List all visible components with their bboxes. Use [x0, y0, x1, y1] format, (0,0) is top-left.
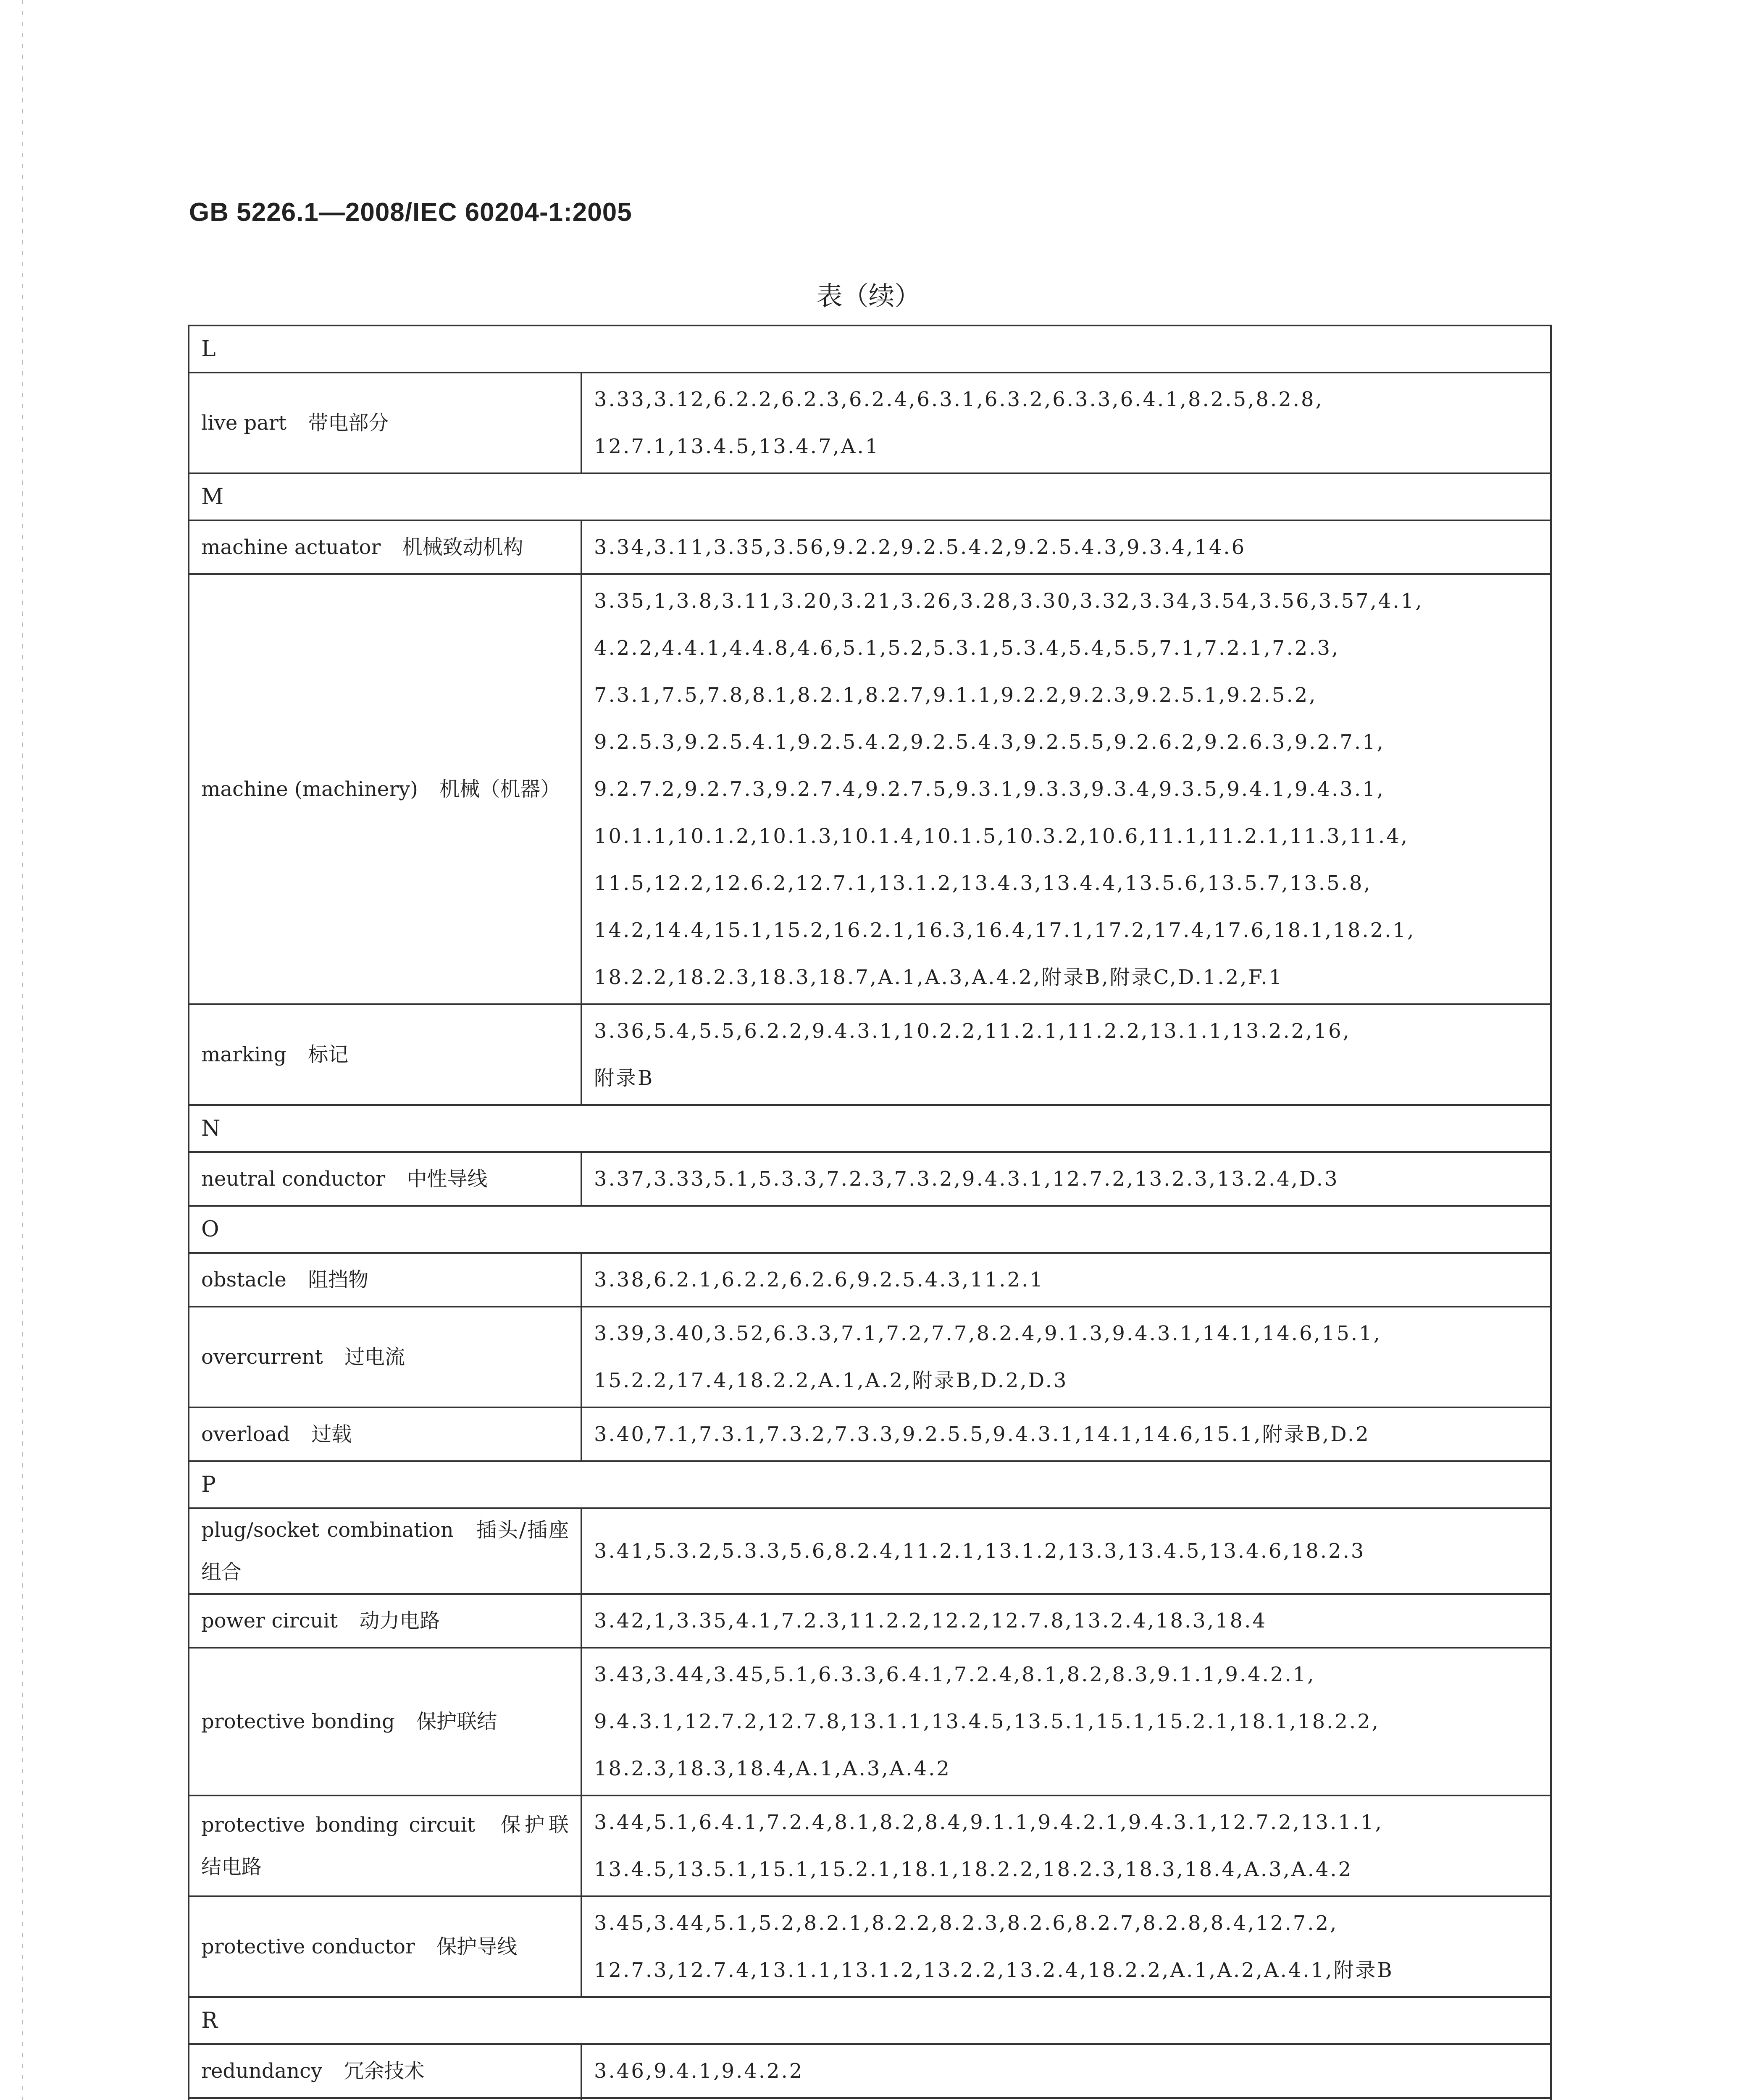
term-cell [189, 1253, 581, 1307]
clause-references [581, 1796, 1551, 1896]
term-cell [189, 1004, 581, 1105]
term-english: obstacle [201, 1268, 286, 1292]
reference-line: 3.38,6.2.1,6.2.2,6.2.6,9.2.5.4.3,11.2.1 [594, 1268, 1044, 1292]
term-chinese: 过载 [311, 1423, 352, 1446]
letter-heading-row [189, 473, 1551, 520]
letter-heading: M [189, 473, 1551, 520]
term-chinese: 动力电路 [359, 1609, 440, 1633]
reference-line: 3.43,3.44,3.45,5.1,6.3.3,6.4.1,7.2.4,8.1,8.2,8.3,9.1.1,9.4.2.1, [594, 1663, 1316, 1686]
reference-line: 15.2.2,17.4,18.2.2,A.1,A.2,附录B,D.2,D.3 [594, 1369, 1068, 1392]
term-chinese: 带电部分 [308, 411, 389, 435]
term-english: live part [201, 411, 287, 435]
index-table-body [189, 326, 1551, 2100]
term-chinese: 机械致动机构 [402, 536, 523, 559]
index-entry-row [189, 373, 1551, 473]
term-english: marking [201, 1043, 287, 1066]
clause-references [581, 2098, 1551, 2100]
clause-references [581, 520, 1551, 574]
standard-header: GB 5226.1—2008/IEC 60204-1:2005 [189, 198, 632, 227]
reference-line: 9.2.5.3,9.2.5.4.1,9.2.5.4.2,9.2.5.4.3,9.2.5.5,9.2.6.2,9.2.6.3,9.2.7.1, [594, 730, 1385, 754]
letter-heading-row [189, 1105, 1551, 1152]
index-entry-row [189, 1508, 1551, 1594]
term-chinese: 保护导线 [436, 1935, 518, 1958]
table-caption: 表（续） [816, 281, 921, 311]
term-cell [189, 1152, 581, 1206]
reference-line: 3.39,3.40,3.52,6.3.3,7.1,7.2,7.7,8.2.4,9.1.3,9.4.3.1,14.1,14.6,15.1, [594, 1322, 1382, 1345]
term-cell [189, 2044, 581, 2098]
reference-line: 3.45,3.44,5.1,5.2,8.2.1,8.2.2,8.2.3,8.2.6,8.2.7,8.2.8,8.4,12.7.2, [594, 1911, 1338, 1935]
term-english: power circuit [201, 1609, 338, 1633]
clause-references [581, 2044, 1551, 2098]
clause-references [581, 373, 1551, 473]
index-entry-row [189, 1253, 1551, 1307]
index-entry-row [189, 1594, 1551, 1648]
index-entry-row [189, 2098, 1551, 2100]
reference-line: 4.2.2,4.4.1,4.4.8,4.6,5.1,5.2,5.3.1,5.3.4,5.4,5.5,7.1,7.2.1,7.2.3, [594, 636, 1340, 660]
reference-line: 3.35,1,3.8,3.11,3.20,3.21,3.26,3.28,3.30,3.32,3.34,3.54,3.56,3.57,4.1, [594, 589, 1424, 613]
reference-line: 12.7.3,12.7.4,13.1.1,13.1.2,13.2.2,13.2.4,18.2.2,A.1,A.2,A.4.1,附录B [594, 1958, 1394, 1982]
reference-line: 9.4.3.1,12.7.2,12.7.8,13.1.1,13.4.5,13.5.1,15.1,15.2.1,18.1,18.2.2, [594, 1710, 1380, 1733]
reference-line: 3.46,9.4.1,9.4.2.2 [594, 2059, 804, 2083]
letter-heading: O [189, 1206, 1551, 1253]
term-cell [189, 373, 581, 473]
term-english: machine (machinery) [201, 777, 418, 801]
reference-line: 12.7.1,13.4.5,13.4.7,A.1 [594, 435, 880, 458]
letter-heading-row [189, 1997, 1551, 2044]
term-cell [189, 1508, 581, 1594]
reference-line: 18.2.2,18.2.3,18.3,18.7,A.1,A.3,A.4.2,附录B,附录C,D.1.2,F.1 [594, 966, 1284, 989]
term-english: protective bonding circuit [201, 1813, 476, 1837]
index-entry-row [189, 1152, 1551, 1206]
index-entry-row [189, 1004, 1551, 1105]
clause-references [581, 1307, 1551, 1407]
reference-line: 3.37,3.33,5.1,5.3.3,7.2.3,7.3.2,9.4.3.1,12.7.2,13.2.3,13.2.4,D.3 [594, 1167, 1339, 1191]
index-table [188, 325, 1552, 2100]
index-entry-row [189, 574, 1551, 1004]
term-cell [189, 1896, 581, 1997]
reference-line: 3.44,5.1,6.4.1,7.2.4,8.1,8.2,8.4,9.1.1,9.4.2.1,9.4.3.1,12.7.2,13.1.1, [594, 1811, 1383, 1834]
clause-references [581, 1407, 1551, 1461]
clause-references [581, 1253, 1551, 1307]
index-entry-row [189, 2044, 1551, 2098]
clause-references [581, 1508, 1551, 1594]
reference-line: 附录B [594, 1066, 654, 1090]
reference-line: 14.2,14.4,15.1,15.2,16.2.1,16.3,16.4,17.1,17.2,17.4,17.6,18.1,18.2.1, [594, 919, 1416, 942]
reference-line: 3.42,1,3.35,4.1,7.2.3,11.2.2,12.2,12.7.8,13.2.4,18.3,18.4 [594, 1609, 1267, 1633]
reference-line: 11.5,12.2,12.6.2,12.7.1,13.1.2,13.4.3,13.4.4,13.5.6,13.5.7,13.5.8, [594, 872, 1372, 895]
term-english: machine actuator [201, 536, 381, 559]
term-chinese: 机械（机器） [439, 777, 561, 801]
term-cell [189, 1648, 581, 1796]
reference-line: 3.34,3.11,3.35,3.56,9.2.2,9.2.5.4.2,9.2.5.4.3,9.3.4,14.6 [594, 536, 1246, 559]
letter-heading: R [189, 1997, 1551, 2044]
term-cell [189, 1796, 581, 1896]
index-entry-row [189, 1307, 1551, 1407]
index-entry-row [189, 1896, 1551, 1997]
reference-line: 7.3.1,7.5,7.8,8.1,8.2.1,8.2.7,9.1.1,9.2.2,9.2.3,9.2.5.1,9.2.5.2, [594, 683, 1317, 707]
term-english: protective bonding [201, 1710, 395, 1733]
clause-references [581, 1152, 1551, 1206]
term-chinese: 阻挡物 [308, 1268, 369, 1292]
term-cell [189, 1594, 581, 1648]
reference-line: 3.41,5.3.2,5.3.3,5.6,8.2.4,11.2.1,13.1.2,13.3,13.4.5,13.4.6,18.2.3 [594, 1539, 1366, 1563]
reference-line: 3.36,5.4,5.5,6.2.2,9.4.3.1,10.2.2,11.2.1,11.2.2,13.1.1,13.2.2,16, [594, 1019, 1351, 1043]
index-entry-row [189, 1648, 1551, 1796]
reference-line: 13.4.5,13.5.1,15.1,15.2.1,18.1,18.2.2,18.2.3,18.3,18.4,A.3,A.4.2 [594, 1858, 1353, 1881]
term-chinese: 插头/插座组合 [201, 1518, 569, 1584]
reference-line: 10.1.1,10.1.2,10.1.3,10.1.4,10.1.5,10.3.2,10.6,11.1,11.2.1,11.3,11.4, [594, 824, 1409, 848]
index-entry-row [189, 1796, 1551, 1896]
reference-line: 3.40,7.1,7.3.1,7.3.2,7.3.3,9.2.5.5,9.4.3.1,14.1,14.6,15.1,附录B,D.2 [594, 1423, 1370, 1446]
term-chinese: 中性导线 [407, 1167, 488, 1191]
term-english: plug/socket combination [201, 1518, 454, 1542]
clause-references [581, 1648, 1551, 1796]
letter-heading: L [189, 326, 1551, 373]
term-english: protective conductor [201, 1935, 415, 1958]
clause-references [581, 1594, 1551, 1648]
term-chinese: 保护联结电路 [201, 1813, 569, 1879]
term-chinese: 标记 [308, 1043, 349, 1066]
index-entry-row [189, 1407, 1551, 1461]
term-english: overload [201, 1423, 290, 1446]
reference-line: 9.2.7.2,9.2.7.3,9.2.7.4,9.2.7.5,9.3.1,9.3.3,9.3.4,9.3.5,9.4.1,9.4.3.1, [594, 777, 1385, 801]
letter-heading-row [189, 1206, 1551, 1253]
term-cell [189, 1307, 581, 1407]
term-english: redundancy [201, 2059, 323, 2083]
letter-heading: P [189, 1461, 1551, 1508]
reference-line: 18.2.3,18.3,18.4,A.1,A.3,A.4.2 [594, 1757, 951, 1780]
page-edge-rule [22, 0, 23, 2100]
clause-references [581, 574, 1551, 1004]
index-entry-row [189, 520, 1551, 574]
term-cell [189, 574, 581, 1004]
letter-heading: N [189, 1105, 1551, 1152]
reference-line: 3.33,3.12,6.2.2,6.2.3,6.2.4,6.3.1,6.3.2,6.3.3,6.4.1,8.2.5,8.2.8, [594, 388, 1324, 411]
term-english: overcurrent [201, 1345, 323, 1369]
clause-references [581, 1896, 1551, 1997]
letter-heading-row [189, 326, 1551, 373]
term-chinese: 过电流 [344, 1345, 405, 1369]
clause-references [581, 1004, 1551, 1105]
term-chinese: 保护联结 [416, 1710, 497, 1733]
term-english: neutral conductor [201, 1167, 386, 1191]
term-cell [189, 2098, 581, 2100]
letter-heading-row [189, 1461, 1551, 1508]
term-chinese: 冗余技术 [344, 2059, 425, 2083]
term-cell [189, 520, 581, 574]
term-cell [189, 1407, 581, 1461]
